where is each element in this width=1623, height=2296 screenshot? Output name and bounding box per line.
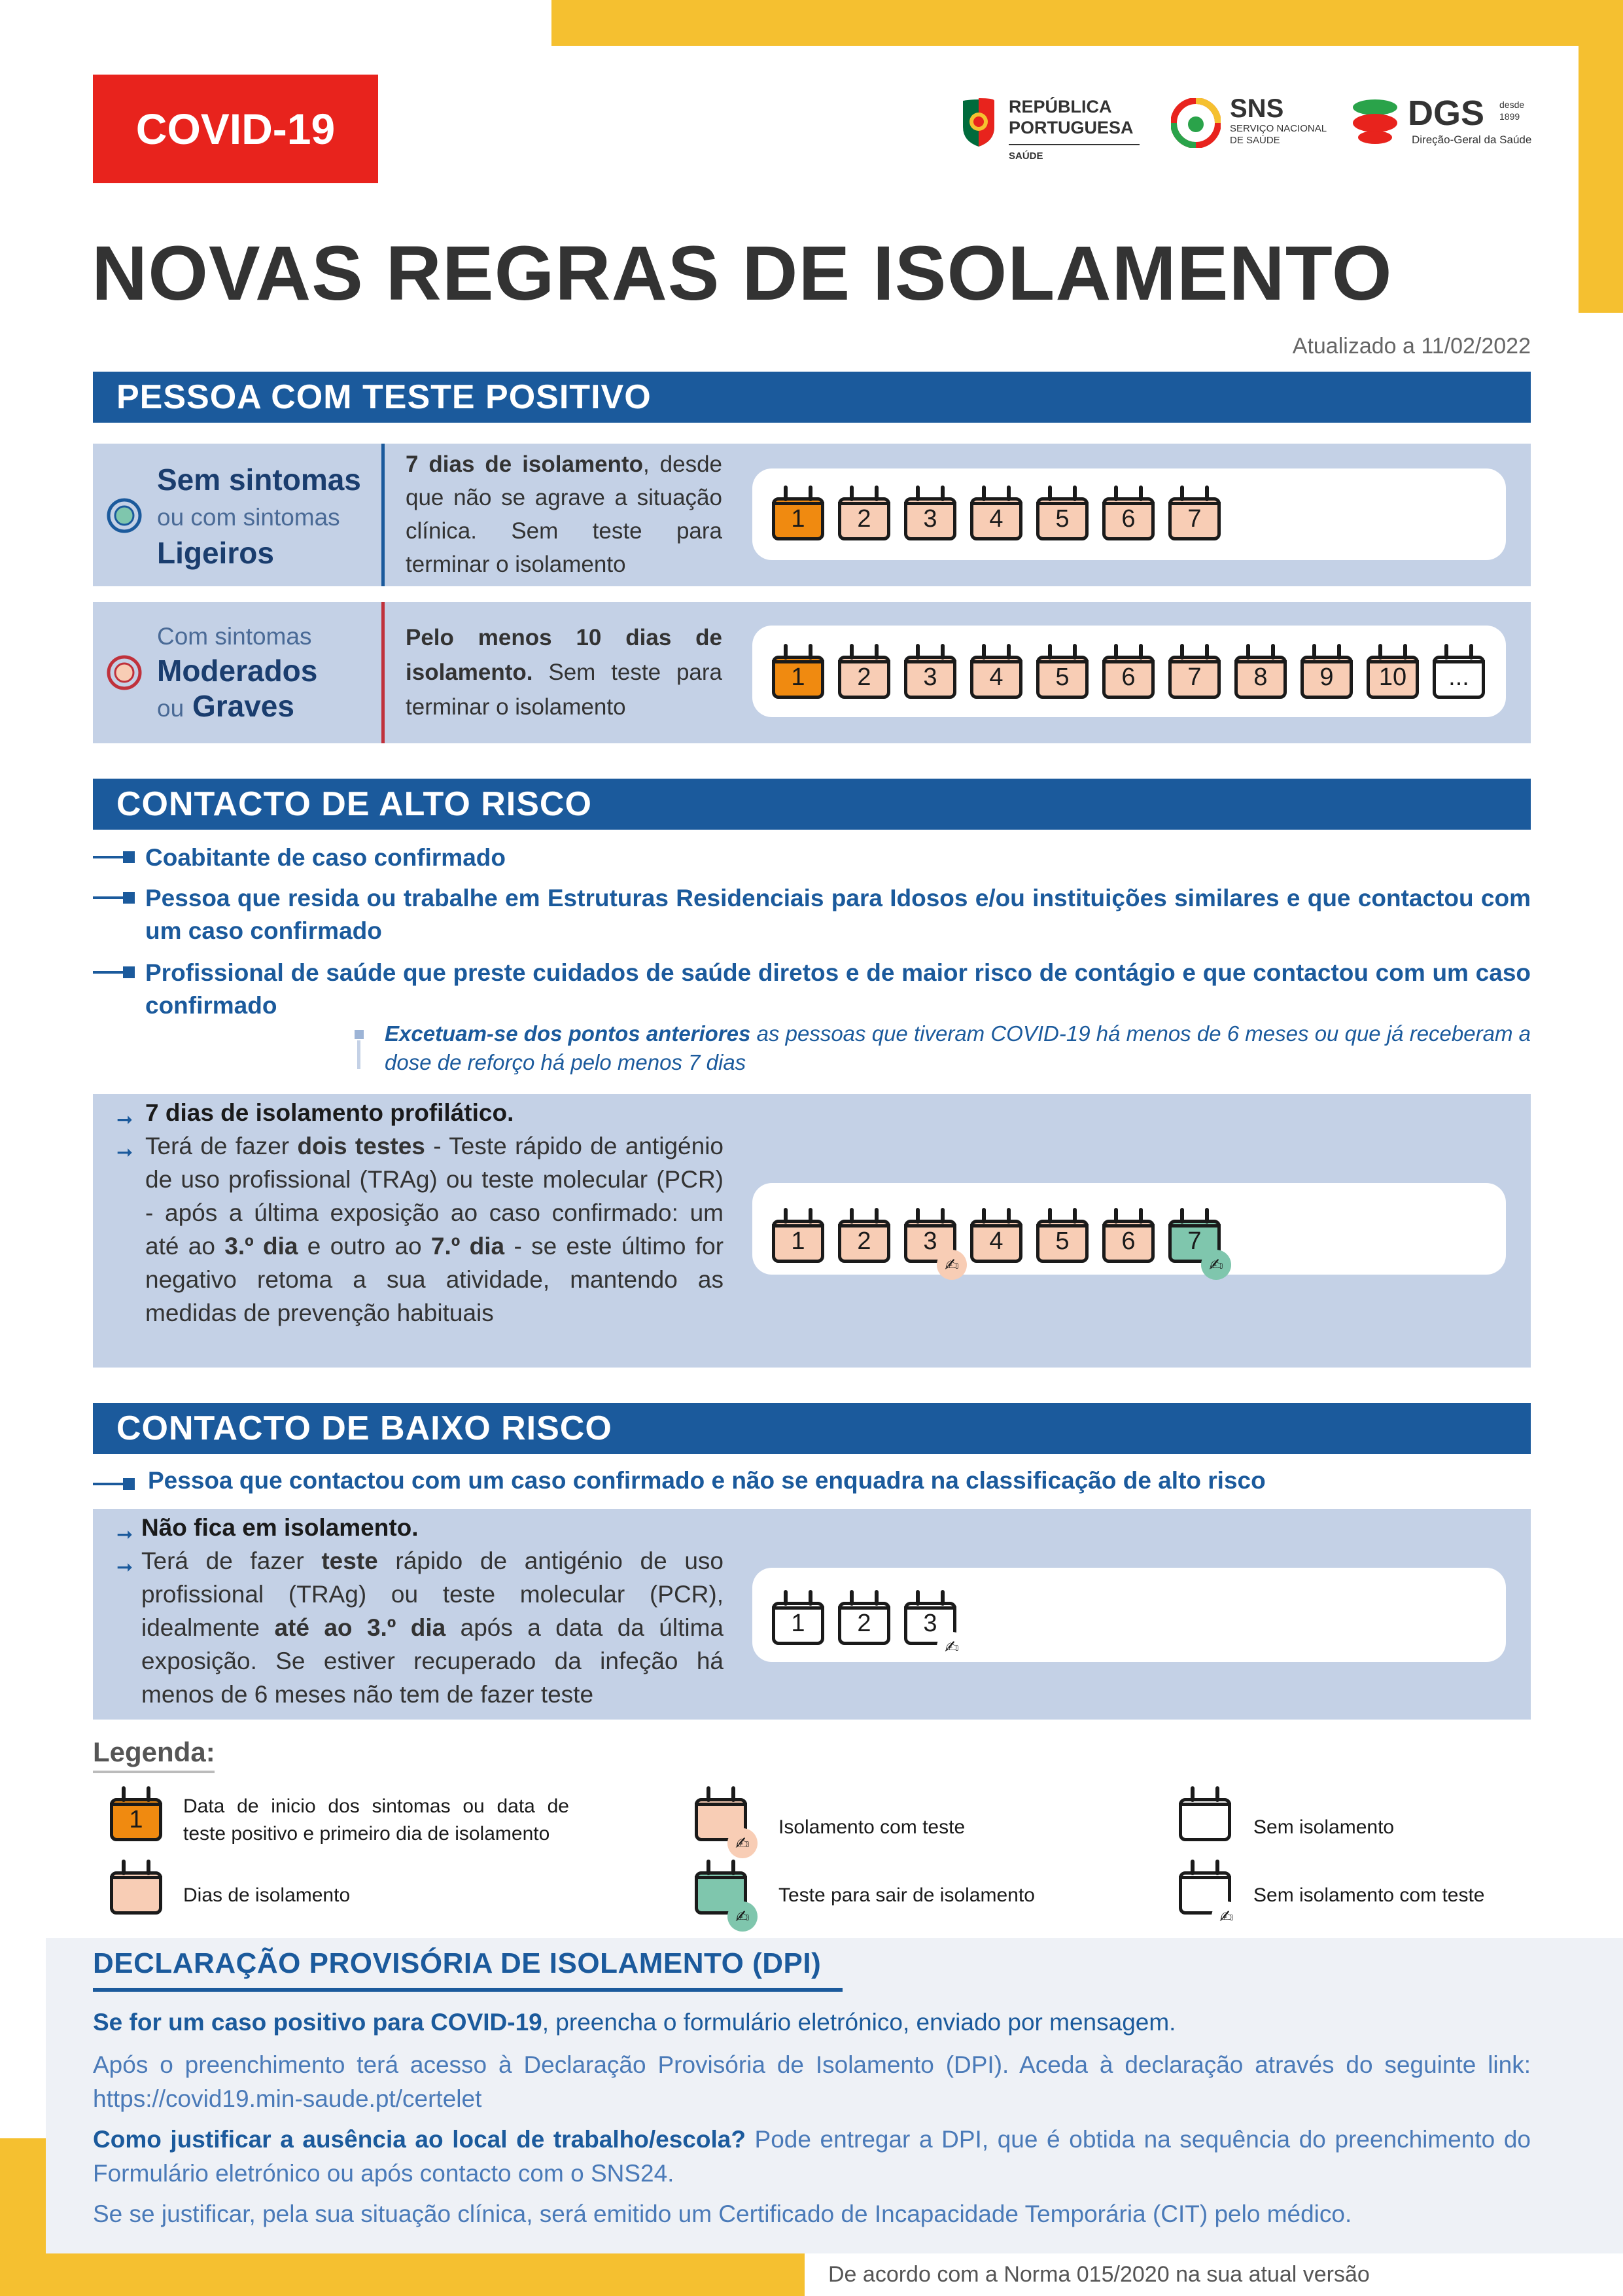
high-risk-day-2-label: 2 [838,1220,890,1263]
high-risk-day-6-label: 6 [1102,1220,1155,1263]
legend-no-iso-test-icon [1179,1860,1234,1926]
updated-date: Atualizado a 11/02/2022 [1292,334,1531,359]
mild-day-5-label: 5 [1036,497,1089,540]
mild-target-icon [106,497,143,534]
high-risk-arrow-1: ➞ [116,1109,133,1131]
low-risk-rule-2-c: rápido de antigénio de uso profissional (TRAg) ou teste molecular (PCR), idealmente [141,1547,724,1641]
low-risk-day-3-label: 3 [904,1602,956,1645]
low-risk-bullet [123,1478,135,1490]
high-risk-bullet-line-2 [93,896,126,899]
dgs-title: DGS [1408,94,1485,133]
severe-description [406,620,722,724]
high-risk-day-2 [838,1208,890,1263]
high-risk-rule-2 [145,1129,724,1330]
severe-label-row3 [157,688,294,724]
sns-logo [1171,94,1328,166]
low-risk-rule-2-d: até ao 3.º dia [274,1614,446,1641]
mild-day-7-label: 7 [1168,497,1221,540]
republica-line1: REPÚBLICA [1009,97,1112,116]
exception-marker [355,1030,364,1039]
section-positive-heading: PESSOA COM TESTE POSITIVO [93,372,1531,423]
legend-no-iso-icon [1179,1786,1231,1841]
low-risk-item: Pessoa que contactou com um caso confirmado e não se enquadra na classificação de alto risco [148,1467,1266,1494]
mild-day-1 [772,486,824,540]
dpi-paragraph-3-rest: Pode entregar a DPI, que é obtida na sequência do preenchimento do Formulário eletrónico ou após contacto com o SNS24. [93,2126,1531,2187]
legend-no-iso-text: Sem isolamento [1253,1816,1395,1838]
high-risk-day-5 [1036,1208,1089,1263]
severe-day-10-label: 10 [1367,656,1419,699]
top-yellow-bar [551,0,1623,46]
dpi-paragraph-4: Se se justificar, pela sua situação clínica, será emitido um Certificado de Incapacidade Temporária (CIT) pelo médico. [93,2200,1352,2227]
republica-line2: PORTUGUESA [1009,118,1134,137]
legend-iso-days-text: Dias de isolamento [183,1884,351,1906]
mild-day-2-label: 2 [838,497,890,540]
legend-title: Legenda: [93,1737,215,1767]
severe-day-2-label: 2 [838,656,890,699]
high-risk-bullet-line-3 [93,971,126,974]
section-low-risk-heading: CONTACTO DE BAIXO RISCO [93,1403,1531,1454]
sns-title: SNS [1230,94,1284,123]
severe-day-7 [1168,644,1221,699]
mild-day-6 [1102,486,1155,540]
severe-day-11-label: ... [1433,656,1485,699]
bottom-yellow-bar [0,2253,805,2296]
legend-iso-days-icon [110,1860,162,1915]
high-risk-arrow-2: ➞ [116,1142,133,1163]
covid-badge: COVID-19 [93,75,378,183]
legend-iso-test-text: Isolamento com teste [778,1816,966,1838]
exception-note-rest: as pessoas que tiveram COVID-19 há menos de 6 meses ou que já receberam a dose de reforço há pelo menos 7 dias [385,1021,1531,1074]
high-risk-day-6 [1102,1208,1155,1263]
severe-day-8-label: 8 [1234,656,1287,699]
high-risk-day-4 [970,1208,1022,1263]
dpi-paragraph-3-bold: Como justificar a ausência ao local de trabalho/escola? [93,2126,746,2153]
mild-label2: ou com sintomas [157,504,340,531]
mild-day-7 [1168,486,1221,540]
high-risk-day-5-label: 5 [1036,1220,1089,1263]
severe-day-6 [1102,644,1155,699]
high-risk-item-2: Pessoa que resida ou trabalhe em Estruturas Residenciais para Idosos e/ou instituições similares e que contactou com um caso confirmado [145,885,1531,944]
dgs-sub: Direção-Geral da Saúde [1412,133,1532,146]
high-risk-rule-2-d: 3.º dia [224,1233,298,1260]
legend-start-icon [110,1786,162,1841]
severe-description-rest: Sem teste para terminar o isolamento [406,660,722,720]
legend-start-text: Data de inicio dos sintomas ou data de teste positivo e primeiro dia de isolamento [183,1795,569,1845]
severe-day-8 [1234,644,1287,699]
low-risk-rule-2-a: Terá de fazer [141,1547,322,1574]
right-yellow-bar [1579,0,1623,313]
dpi-paragraph-1 [93,2005,1531,2040]
legend-no-iso-test-text: Sem isolamento com teste [1253,1884,1485,1906]
dpi-heading: DECLARAÇÃO PROVISÓRIA DE ISOLAMENTO (DPI) [93,1947,822,1979]
legend-iso-test-icon [695,1786,750,1853]
swab-test-icon: ✍ [937,1632,967,1662]
severe-day-6-label: 6 [1102,656,1155,699]
high-risk-day-4-label: 4 [970,1220,1022,1263]
mild-day-4-label: 4 [970,497,1022,540]
severe-day-4-label: 4 [970,656,1022,699]
severe-day-2 [838,644,890,699]
severe-day-1-label: 1 [772,656,824,699]
mild-description [406,448,722,581]
low-risk-rule-2-b: teste [321,1547,378,1574]
low-risk-arrow-2: ➞ [116,1557,133,1578]
mild-day-3 [904,486,956,540]
swab-test-icon: ✍ [727,1828,758,1858]
low-risk-bullet-line [93,1483,126,1485]
sns-emblem-icon [1171,98,1221,148]
low-risk-day-2 [838,1590,890,1645]
mild-label3: Ligeiros [157,536,274,570]
swab-test-icon: ✍ [1201,1250,1231,1280]
high-risk-rule-2-b: dois testes [297,1133,425,1159]
severe-day-5 [1036,644,1089,699]
severe-day-10 [1367,644,1419,699]
dpi-paragraph-1-bold: Se for um caso positivo para COVID-19 [93,2009,542,2036]
high-risk-rule-2-g: - se este último for negativo retoma a sua atividade, mantendo as medidas de prevenção habituais [145,1233,724,1326]
mild-day-1-label: 1 [772,497,824,540]
republica-divider [1009,144,1140,145]
high-risk-day-7 [1168,1208,1223,1275]
high-risk-rule-2-e: e outro ao [298,1233,431,1260]
swab-test-icon: ✍ [937,1250,967,1280]
high-risk-bullet-3 [123,966,135,978]
severe-day-11 [1433,644,1485,699]
severe-label3: ou [157,695,184,722]
high-risk-bullet-line-1 [93,856,126,858]
severe-day-3-label: 3 [904,656,956,699]
high-risk-item-1: Coabitante de caso confirmado [145,844,506,871]
low-risk-day-3 [904,1590,959,1657]
mild-day-5 [1036,486,1089,540]
severe-day-7-label: 7 [1168,656,1221,699]
severe-label4: Graves [192,689,294,723]
section-high-risk-heading: CONTACTO DE ALTO RISCO [93,779,1531,830]
republica-sub: SAÚDE [1009,150,1043,162]
high-risk-day-3 [904,1208,959,1275]
mild-day-3-label: 3 [904,497,956,540]
high-risk-rule-1: 7 dias de isolamento profilático. [145,1099,514,1126]
sns-line1: SERVIÇO NACIONAL [1230,123,1327,134]
high-risk-day-1-label: 1 [772,1220,824,1263]
mild-label1: Sem sintomas [157,463,361,497]
mild-description-rest: , desde que não se agrave a situação clínica. Sem teste para terminar o isolamento [406,451,723,577]
high-risk-bullet-1 [123,851,135,863]
swab-test-icon: ✍ [727,1901,758,1932]
severe-label1: Com sintomas [157,623,312,650]
mild-day-4 [970,486,1022,540]
legend-exit-test-text: Teste para sair de isolamento [778,1884,1035,1906]
high-risk-item-3: Profissional de saúde que preste cuidados de saúde diretos e de maior risco de contágio e que contactou com um caso confirmado [145,959,1531,1019]
dpi-paragraph-2: Após o preenchimento terá acesso à Declaração Provisória de Isolamento (DPI). Aceda à declaração através do seguinte link: https://covid19.min-saude.pt/certelet [93,2051,1531,2112]
legend-exit-test-icon [695,1860,750,1926]
low-risk-arrow-1: ➞ [116,1524,133,1545]
dpi-paragraph-3 [93,2123,1531,2191]
dgs-since1: desde [1499,99,1525,110]
dgs-emblem-icon [1350,97,1400,147]
dpi-heading-underline [93,1988,843,1992]
high-risk-day-7-label: 7 [1168,1220,1221,1263]
low-risk-day-2-label: 2 [838,1602,890,1645]
severe-day-9 [1300,644,1353,699]
mild-day-2 [838,486,890,540]
page-title: NOVAS REGRAS DE ISOLAMENTO [92,230,1393,317]
low-risk-day-1 [772,1590,824,1645]
severe-day-1 [772,644,824,699]
severe-label2: Moderados [157,654,318,688]
low-risk-rule-2 [141,1544,724,1711]
high-risk-bullet-2 [123,892,135,904]
high-risk-day-3-label: 3 [904,1220,956,1263]
mild-day-6-label: 6 [1102,497,1155,540]
low-risk-rule-2-e: após a data da última exposição. Se estiver recuperado da infeção há menos de 6 meses não tem de fazer teste [141,1614,724,1708]
dgs-logo [1350,94,1540,166]
severe-day-3 [904,644,956,699]
severe-day-9-label: 9 [1300,656,1353,699]
sns-line2: DE SAÚDE [1230,135,1280,146]
footer-note: De acordo com a Norma 015/2020 na sua atual versão [805,2253,1623,2296]
mild-divider [381,444,385,586]
high-risk-rule-2-f: 7.º dia [430,1233,505,1260]
dgs-since2: 1899 [1499,111,1520,122]
severe-description-bold: Pelo menos 10 dias de isolamento. [406,625,722,685]
severe-day-4 [970,644,1022,699]
mild-description-bold: 7 dias de isolamento [406,451,643,477]
republica-logo [959,94,1142,166]
exception-note [385,1019,1531,1077]
dpi-paragraph-1-rest: , preencha o formulário eletrónico, enviado por mensagem. [542,2009,1176,2036]
high-risk-day-1 [772,1208,824,1263]
severe-day-5-label: 5 [1036,656,1089,699]
exception-marker-line [357,1040,360,1069]
severe-target-icon [106,654,143,691]
high-risk-rule-2-c: - Teste rápido de antigénio de uso profissional (TRAg) ou teste molecular (PCR) - após a última exposição ao caso confirmado: um até ao [145,1133,724,1260]
legend-start-icon-label: 1 [110,1798,162,1841]
republica-emblem-icon [959,98,998,148]
severe-divider [381,602,385,743]
exception-note-bold: Excetuam-se dos pontos anteriores [385,1021,751,1046]
low-risk-day-1-label: 1 [772,1602,824,1645]
swab-test-icon: ✍ [1212,1901,1242,1932]
high-risk-rule-2-a: Terá de fazer [145,1133,298,1159]
low-risk-rule-1: Não fica em isolamento. [141,1514,419,1541]
legend-underline [93,1771,215,1773]
